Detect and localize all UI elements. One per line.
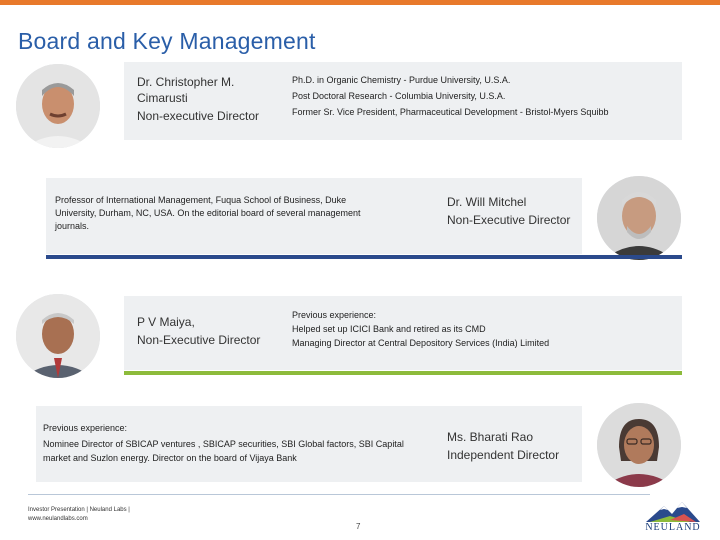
detail-line: Post Doctoral Research - Columbia University, U.S.A.	[292, 91, 506, 101]
detail-line: Former Sr. Vice President, Pharmaceutical Development - Bristol-Myers Squibb	[292, 107, 609, 117]
photo-pv-maiya	[16, 294, 100, 378]
neuland-logo	[640, 500, 706, 534]
detail-line: Helped set up ICICI Bank and retired as its CMD	[292, 324, 486, 334]
detail-line: Previous experience:	[43, 423, 128, 433]
mountain-logo-icon	[640, 500, 706, 524]
portrait-man-icon	[597, 176, 681, 260]
member-role: Non-Executive Director	[137, 333, 261, 347]
member-details	[43, 421, 423, 465]
member-name-block	[137, 314, 277, 348]
page-title: Board and Key Management	[18, 28, 316, 54]
portrait-woman-icon	[597, 403, 681, 487]
member-role: Non-Executive Director	[447, 213, 571, 227]
footer-line-2: www.neulandlabs.com	[28, 516, 88, 522]
member-name: Ms. Bharati Rao	[447, 430, 534, 444]
detail-line: Professor of International Management, Fuqua School of Business, Duke University, Durham, NC, USA. On the editorial board of several management journals.	[55, 195, 361, 231]
photo-bharati-rao	[597, 403, 681, 487]
photo-christopher-cimarusti	[16, 64, 100, 148]
page-number: 7	[356, 522, 361, 531]
footer-line-1: Investor Presentation | Neuland Labs |	[28, 507, 130, 513]
member-role: Non-executive Director	[137, 109, 260, 123]
detail-line: Previous experience:	[292, 310, 377, 320]
logo-wordmark: NEULAND	[645, 522, 701, 533]
member-name: Dr. Christopher M. Cimarusti	[137, 75, 235, 105]
top-accent-bar	[0, 0, 720, 5]
member-details	[55, 194, 375, 233]
footer-text	[28, 506, 130, 524]
portrait-man-icon	[16, 294, 100, 378]
divider-navy	[46, 255, 682, 259]
footer-divider	[28, 494, 650, 495]
portrait-man-icon	[16, 64, 100, 148]
member-name-block	[447, 429, 587, 463]
member-details	[292, 72, 672, 120]
member-role: Independent Director	[447, 448, 560, 462]
member-name-block	[447, 194, 587, 228]
detail-line: Managing Director at Central Depository Services (India) Limited	[292, 338, 550, 348]
detail-line: Ph.D. in Organic Chemistry - Purdue University, U.S.A.	[292, 75, 511, 85]
detail-line: Nominee Director of SBICAP ventures , SBICAP securities, SBI Global factors, SBI Capital market and Suzlon energy. Director on the board of Vijaya Bank	[43, 439, 404, 463]
member-name-block	[137, 74, 277, 124]
member-name: P V Maiya,	[137, 315, 195, 329]
member-details	[292, 308, 672, 350]
divider-green	[124, 371, 682, 375]
member-name: Dr. Will Mitchel	[447, 195, 527, 209]
photo-will-mitchel	[597, 176, 681, 260]
